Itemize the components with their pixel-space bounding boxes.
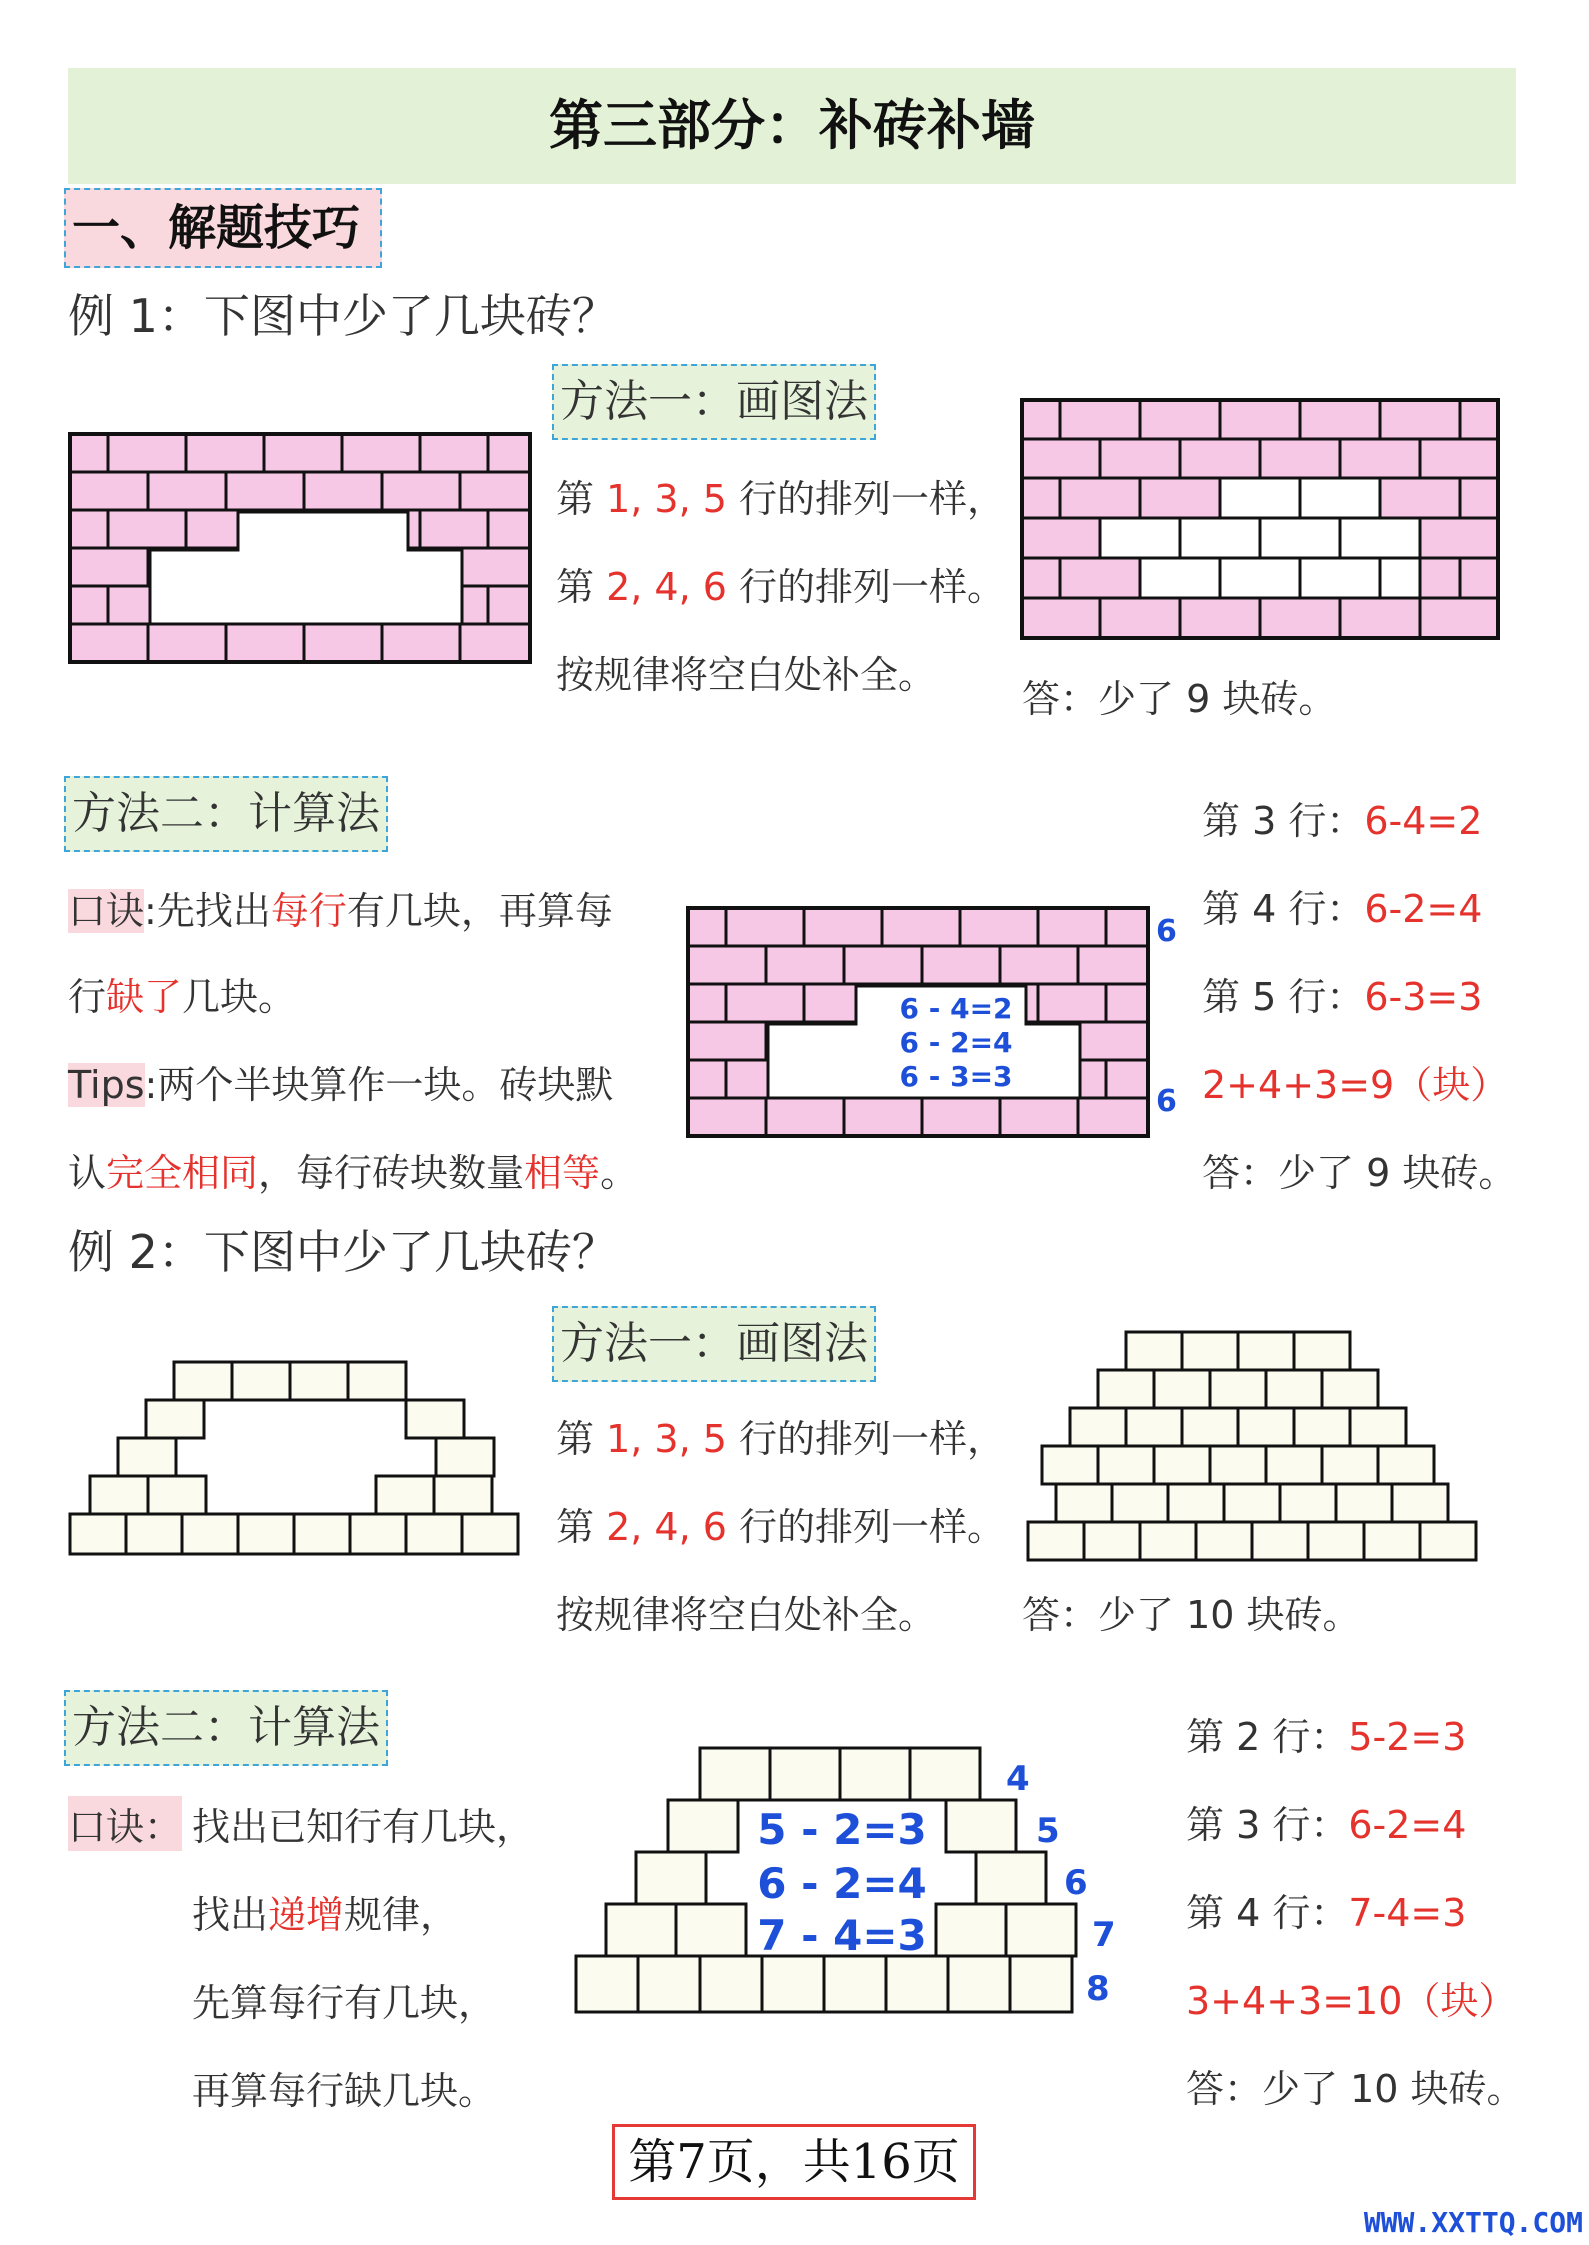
wall1-eq3: 6 - 3=3 xyxy=(899,1060,1013,1093)
pyramid-label-6: 6 xyxy=(1064,1863,1088,1903)
ex1-m1-line3: 按规律将空白处补全。 xyxy=(556,653,937,697)
title-bar xyxy=(68,68,1516,184)
wall1-eq1: 6 - 4=2 xyxy=(899,992,1013,1025)
section-heading: 一、解题技巧 xyxy=(64,188,382,268)
ex2-m1-line2: 第 2, 4, 6 行的排列一样。 xyxy=(556,1505,1006,1549)
ex1-rhyme-line2: 行缺了几块。 xyxy=(68,975,297,1019)
ex1-method1-tag: 方法一：画图法 xyxy=(552,364,876,440)
ex2-answer2: 答：少了 10 块砖。 xyxy=(1186,2067,1525,2111)
pyramid-label-8: 8 xyxy=(1086,1969,1110,2009)
page-title: 第三部分：补砖补墙 xyxy=(549,94,1035,157)
ex1-m1-line1: 第 1, 3, 5 行的排列一样， xyxy=(556,477,1006,521)
ex2-rhyme-label: 口诀： xyxy=(68,1796,182,1851)
pyramid-eq1: 5 - 2=3 xyxy=(757,1805,927,1854)
ex2-rhyme-line3: 先算每行有几块， xyxy=(192,1981,497,2025)
ex1-tips-line2: 认完全相同，每行砖块数量相等。 xyxy=(68,1151,639,1195)
wall1-completed-figure xyxy=(1020,398,1500,640)
pyramid-eq3: 7 - 4=3 xyxy=(757,1911,927,1960)
pyramid-label-7: 7 xyxy=(1092,1915,1116,1955)
ex2-m1-line3: 按规律将空白处补全。 xyxy=(556,1593,937,1637)
ex2-rhyme-line1: 找出已知行有几块， xyxy=(192,1805,535,1849)
ex2-calc-row3: 第 3 行：6-2=4 xyxy=(1186,1803,1467,1847)
ex1-calc-row5: 第 5 行：6-3=3 xyxy=(1202,975,1483,1019)
wall1-calc-figure xyxy=(686,906,1150,1138)
ex2-total: 3+4+3=10（块） xyxy=(1186,1979,1517,2023)
wall1-label-top: 6 xyxy=(1156,914,1177,949)
ex2-rhyme-line2: 找出递增规律， xyxy=(192,1893,459,1937)
example2-question: 例 2：下图中少了几块砖？ xyxy=(68,1225,618,1279)
pyramid1-figure xyxy=(68,1360,528,1570)
ex2-calc-row2: 第 2 行：5-2=3 xyxy=(1186,1715,1467,1759)
ex1-calc-row3: 第 3 行：6-4=2 xyxy=(1202,799,1483,843)
ex2-rhyme-line4: 再算每行缺几块。 xyxy=(192,2069,497,2113)
page-number: 第7页，共16页 xyxy=(612,2124,976,2200)
ex2-method2-tag: 方法二：计算法 xyxy=(64,1690,388,1766)
pyramid-eq2: 6 - 2=4 xyxy=(757,1859,927,1908)
ex2-calc-row4: 第 4 行：7-4=3 xyxy=(1186,1891,1467,1935)
ex1-answer1: 答：少了 9 块砖。 xyxy=(1022,677,1337,721)
wall1-figure xyxy=(68,432,532,664)
ex1-answer2: 答：少了 9 块砖。 xyxy=(1202,1151,1517,1195)
ex1-m1-line2: 第 2, 4, 6 行的排列一样。 xyxy=(556,565,1006,609)
example1-question: 例 1：下图中少了几块砖？ xyxy=(68,289,618,343)
pyramid-calc-figure xyxy=(574,1746,1148,2038)
watermark: WWW.XXTTQ.COM xyxy=(1363,2206,1583,2239)
ex1-calc-row4: 第 4 行：6-2=4 xyxy=(1202,887,1483,931)
pyramid-label-4: 4 xyxy=(1006,1759,1030,1799)
ex2-answer1: 答：少了 10 块砖。 xyxy=(1022,1593,1361,1637)
pyramid1-completed-figure xyxy=(1026,1330,1478,1562)
pyramid-label-5: 5 xyxy=(1036,1811,1060,1851)
ex1-total: 2+4+3=9（块） xyxy=(1202,1063,1509,1107)
ex2-m1-line1: 第 1, 3, 5 行的排列一样， xyxy=(556,1417,1006,1461)
wall1-eq2: 6 - 2=4 xyxy=(899,1026,1013,1059)
wall1-label-bottom: 6 xyxy=(1156,1084,1177,1119)
ex1-method2-tag: 方法二：计算法 xyxy=(64,776,388,852)
ex2-method1-tag: 方法一：画图法 xyxy=(552,1306,876,1382)
ex1-rhyme-line1: 口诀:先找出每行有几块，再算每 xyxy=(68,889,613,933)
ex1-tips-line1: Tips:两个半块算作一块。砖块默 xyxy=(68,1063,614,1107)
